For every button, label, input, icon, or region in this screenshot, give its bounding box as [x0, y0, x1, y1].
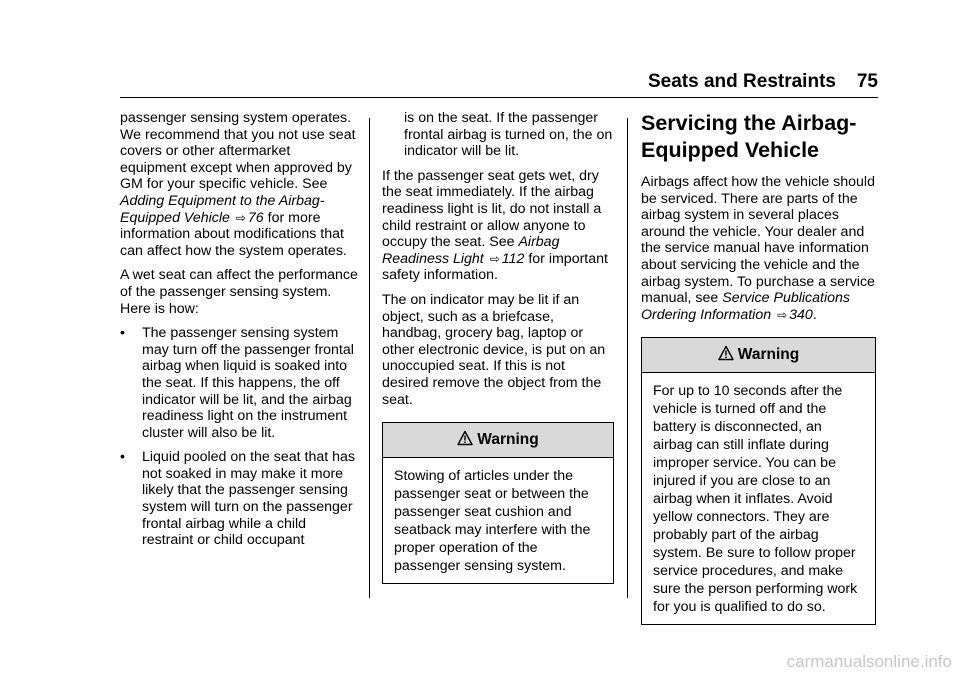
watermark: carmanualsonline.info — [786, 652, 952, 671]
page-number: 75 — [856, 71, 878, 92]
col2-paragraph-2: The on indicator may be lit if an object, such as a briefcase, handbag, grocery bag, laptop or other electronic device, is put on an unoccupied seat. If this is not desired remove the object from the seat. — [382, 291, 606, 408]
page-ref-arrow-icon: ⇨ — [777, 307, 788, 322]
bullet-continuation: is on the seat. If the passenger frontal airbag is turned on, the on indicator will be lit. — [404, 110, 613, 160]
bullet-item: • The passenger sensing system may turn off the passenger frontal airbag when liquid is soaked into the seat. If this happens, the off indicator will be lit, and the airbag readiness light on the instrument cluster will also be lit. — [120, 325, 354, 441]
bullet-icon: • — [120, 449, 125, 466]
warning-title: Warning — [737, 346, 800, 364]
warning-box — [641, 337, 876, 625]
bullet-icon: • — [120, 325, 125, 342]
column-divider-2 — [627, 118, 628, 598]
page-ref-arrow-icon: ⇨ — [235, 210, 246, 225]
page-ref-arrow-icon: ⇨ — [489, 251, 500, 266]
bullet-item: • Liquid pooled on the seat that has not soaked in may make it more likely that the passenger sensing system will turn on the passenger frontal airbag while a child restraint or child occupant — [120, 449, 355, 549]
warning-body: Stowing of articles under the passenger seat or between the passenger seat cushion and seatback may interfere with the proper operation of the passenger sensing system. — [394, 467, 591, 574]
col1-paragraph-2: A wet seat can affect the performance of the passenger sensing system. Here is how: — [120, 267, 358, 317]
column-1 — [120, 110, 360, 557]
xref-airbag-readiness-light[interactable]: Airbag Readiness Light — [382, 234, 560, 267]
warning-header — [642, 338, 875, 373]
page-ref-76[interactable]: 76 — [247, 209, 264, 226]
page-ref-112[interactable]: 112 — [501, 250, 525, 267]
column-divider-1 — [369, 118, 370, 598]
col3-paragraph-1: Airbags affect how the vehicle should be serviced. There are parts of the airbag system in several places around the vehicle. Your dealer and the service manual have information about servicing the vehicle and the airbag system. To purchase a service manual, see Service Publications Ordering Information ⇨ 340. — [641, 174, 875, 323]
warning-icon — [457, 430, 473, 446]
header-rule — [120, 97, 878, 98]
warning-title: Warning — [477, 431, 539, 449]
col1-paragraph-1: passenger sensing system operates. We recommend that you not use seat covers or other aftermarket equipment except when approved by GM for your specific vehicle. See Adding Equipment to the Airbag-Equipped Vehicle ⇨ 76 for more information about modifications that can affect how the system operates. — [120, 110, 356, 259]
section-title: Servicing the Airbag-Equipped Vehicle — [641, 111, 857, 162]
warning-body: For up to 10 seconds after the vehicle is turned off and the battery is disconnected, an airbag can still inflate during improper service. You can be injured if you are close to an airbag when it inflates. Avoid yellow connectors. They are probably part of the airbag system. Be sure to follow proper service procedures, and make sure the person performing work for you is qualified to do so. — [653, 382, 858, 615]
page-ref-340[interactable]: 340 — [789, 306, 813, 323]
column-2 — [382, 110, 614, 584]
warning-box — [382, 422, 614, 584]
column-3 — [641, 110, 876, 625]
warning-icon — [718, 345, 734, 361]
xref-service-publications[interactable]: Service Publications Ordering Information — [641, 290, 850, 323]
xref-adding-equipment[interactable]: Adding Equipment to the Airbag-Equipped Vehicle — [120, 192, 325, 226]
col2-paragraph-1: If the passenger seat gets wet, dry the seat immediately. If the airbag readiness light is lit, do not install a child restraint or allow anyone to occupy the seat. See Airbag Readiness Light ⇨ 112 for important safety information. — [382, 167, 608, 284]
warning-header — [383, 423, 613, 458]
page-header-title: Seats and Restraints — [648, 71, 836, 92]
